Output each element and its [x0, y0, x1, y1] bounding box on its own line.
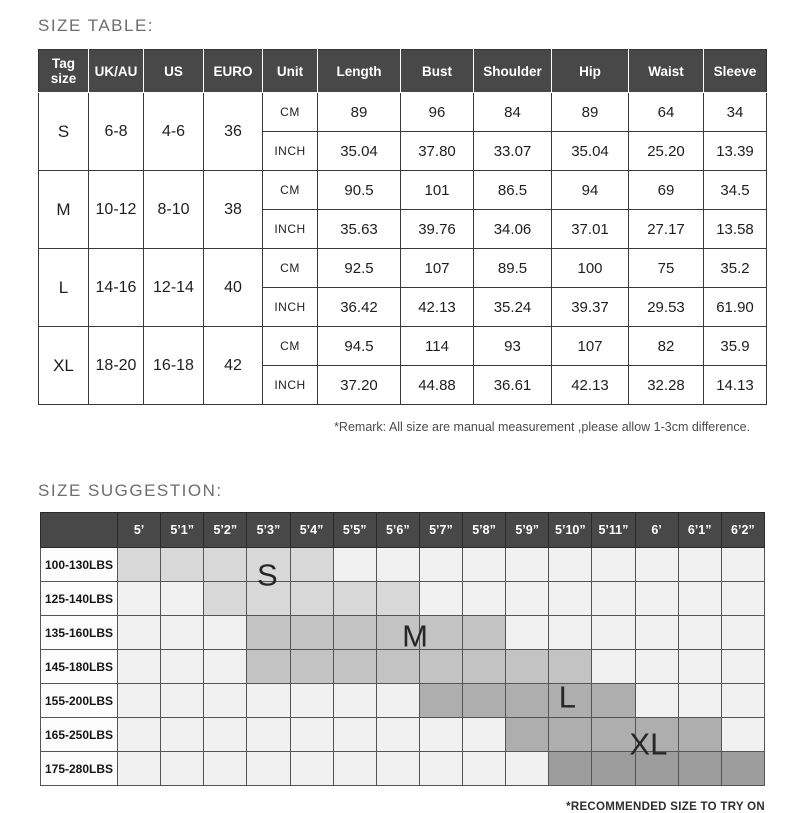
grid-cell-l — [592, 684, 635, 718]
grid-cell — [247, 718, 290, 752]
tag-size-cell: XL — [39, 327, 89, 405]
measurement-inch-cell: 61.90 — [704, 288, 767, 327]
grid-cell — [721, 616, 764, 650]
grid-cell-s — [118, 548, 161, 582]
ukau-cell: 10-12 — [89, 171, 144, 249]
measurement-cm-cell: 89.5 — [474, 249, 552, 288]
column-header: Waist — [629, 50, 704, 93]
height-header-cell: 5’6” — [376, 513, 419, 548]
height-header-cell: 5’2” — [204, 513, 247, 548]
grid-cell-m — [419, 650, 462, 684]
height-header-row — [41, 513, 765, 548]
grid-cell-s — [290, 582, 333, 616]
unit-cell: CM — [263, 249, 318, 288]
grid-cell — [333, 718, 376, 752]
measurement-inch-cell: 29.53 — [629, 288, 704, 327]
size-row-cm — [39, 327, 767, 366]
us-cell: 12-14 — [144, 249, 204, 327]
grid-cell — [419, 718, 462, 752]
measurement-cm-cell: 92.5 — [318, 249, 401, 288]
grid-cell — [247, 684, 290, 718]
size-letter-xl: XL — [629, 726, 668, 762]
measurement-cm-cell: 69 — [629, 171, 704, 210]
grid-cell-l — [463, 684, 506, 718]
weight-label-cell: 135-160LBS — [41, 616, 118, 650]
unit-cell: INCH — [263, 132, 318, 171]
grid-cell — [463, 582, 506, 616]
height-header-cell: 5’ — [118, 513, 161, 548]
measurement-inch-cell: 35.63 — [318, 210, 401, 249]
grid-cell — [333, 684, 376, 718]
grid-cell — [333, 548, 376, 582]
corner-cell — [41, 513, 118, 548]
grid-cell — [549, 616, 592, 650]
grid-cell — [592, 616, 635, 650]
grid-cell — [376, 548, 419, 582]
weight-row — [41, 548, 765, 582]
grid-cell — [204, 684, 247, 718]
grid-cell-m — [549, 650, 592, 684]
measurement-inch-cell: 42.13 — [401, 288, 474, 327]
weight-label-cell: 145-180LBS — [41, 650, 118, 684]
measurement-inch-cell: 42.13 — [552, 366, 629, 405]
recommended-note: *RECOMMENDED SIZE TO TRY ON — [566, 801, 765, 813]
grid-cell — [118, 752, 161, 786]
measurement-cm-cell: 64 — [629, 93, 704, 132]
grid-cell — [161, 752, 204, 786]
unit-cell: CM — [263, 93, 318, 132]
measurement-inch-cell: 39.37 — [552, 288, 629, 327]
grid-cell-xl — [721, 752, 764, 786]
grid-cell-s — [161, 548, 204, 582]
grid-cell — [678, 616, 721, 650]
size-row-cm — [39, 249, 767, 288]
euro-cell: 36 — [204, 93, 263, 171]
measurement-remark: *Remark: All size are manual measurement ,please allow 1-3cm difference. — [334, 420, 750, 434]
measurement-inch-cell: 25.20 — [629, 132, 704, 171]
grid-cell — [549, 548, 592, 582]
measurement-cm-cell: 89 — [318, 93, 401, 132]
grid-cell — [635, 616, 678, 650]
column-header: Tag size — [39, 50, 89, 93]
ukau-cell: 18-20 — [89, 327, 144, 405]
grid-cell — [549, 582, 592, 616]
weight-label-cell: 165-250LBS — [41, 718, 118, 752]
measurement-cm-cell: 114 — [401, 327, 474, 366]
weight-label-cell: 100-130LBS — [41, 548, 118, 582]
grid-cell-l — [506, 718, 549, 752]
size-suggestion-title: SIZE SUGGESTION: — [38, 481, 223, 500]
measurement-inch-cell: 35.04 — [318, 132, 401, 171]
height-header-cell: 5’10” — [549, 513, 592, 548]
grid-cell-s — [376, 582, 419, 616]
grid-cell — [506, 616, 549, 650]
grid-cell — [290, 752, 333, 786]
grid-cell — [247, 752, 290, 786]
grid-cell — [204, 616, 247, 650]
column-header: Length — [318, 50, 401, 93]
suggestion-header — [41, 513, 765, 548]
ukau-cell: 6-8 — [89, 93, 144, 171]
height-header-cell: 5’11” — [592, 513, 635, 548]
measurement-cm-cell: 34.5 — [704, 171, 767, 210]
measurement-cm-cell: 107 — [552, 327, 629, 366]
grid-cell-m — [333, 650, 376, 684]
column-header: US — [144, 50, 204, 93]
measurement-cm-cell: 94.5 — [318, 327, 401, 366]
height-header-cell: 6’1” — [678, 513, 721, 548]
measurement-cm-cell: 96 — [401, 93, 474, 132]
measurement-cm-cell: 94 — [552, 171, 629, 210]
column-header: UK/AU — [89, 50, 144, 93]
tag-size-cell: S — [39, 93, 89, 171]
column-header: Sleeve — [704, 50, 767, 93]
measurement-inch-cell: 13.58 — [704, 210, 767, 249]
weight-label-cell: 125-140LBS — [41, 582, 118, 616]
grid-cell — [419, 582, 462, 616]
grid-cell — [678, 548, 721, 582]
grid-cell — [419, 548, 462, 582]
grid-cell-m — [290, 650, 333, 684]
measurement-inch-cell: 33.07 — [474, 132, 552, 171]
grid-cell — [721, 718, 764, 752]
measurement-inch-cell: 37.20 — [318, 366, 401, 405]
grid-cell-xl — [678, 752, 721, 786]
measurement-cm-cell: 86.5 — [474, 171, 552, 210]
weight-row — [41, 582, 765, 616]
grid-cell — [204, 718, 247, 752]
grid-cell — [204, 752, 247, 786]
euro-cell: 40 — [204, 249, 263, 327]
weight-label-cell: 155-200LBS — [41, 684, 118, 718]
grid-cell — [290, 684, 333, 718]
height-header-cell: 5’9” — [506, 513, 549, 548]
euro-cell: 42 — [204, 327, 263, 405]
grid-cell — [506, 582, 549, 616]
grid-cell — [721, 582, 764, 616]
grid-cell-s — [204, 548, 247, 582]
size-letter-s: S — [256, 557, 278, 593]
grid-cell — [678, 684, 721, 718]
measurement-cm-cell: 35.9 — [704, 327, 767, 366]
grid-cell — [678, 582, 721, 616]
grid-cell — [592, 548, 635, 582]
grid-cell-s — [333, 582, 376, 616]
measurement-inch-cell: 36.61 — [474, 366, 552, 405]
measurement-cm-cell: 34 — [704, 93, 767, 132]
grid-cell — [118, 650, 161, 684]
height-header-cell: 5’7” — [419, 513, 462, 548]
measurement-cm-cell: 90.5 — [318, 171, 401, 210]
grid-cell-m — [463, 650, 506, 684]
grid-cell-m — [247, 616, 290, 650]
measurement-inch-cell: 37.80 — [401, 132, 474, 171]
measurement-inch-cell: 39.76 — [401, 210, 474, 249]
grid-cell-m — [506, 650, 549, 684]
size-table-title: SIZE TABLE: — [38, 16, 155, 35]
us-cell: 16-18 — [144, 327, 204, 405]
height-header-cell: 6’2” — [721, 513, 764, 548]
column-header: Shoulder — [474, 50, 552, 93]
grid-cell — [635, 582, 678, 616]
measurement-cm-cell: 100 — [552, 249, 629, 288]
size-row-cm — [39, 93, 767, 132]
grid-cell — [118, 582, 161, 616]
grid-cell-m — [247, 650, 290, 684]
grid-cell — [376, 684, 419, 718]
grid-cell-m — [376, 650, 419, 684]
measurement-inch-cell: 37.01 — [552, 210, 629, 249]
unit-cell: INCH — [263, 288, 318, 327]
grid-cell-l — [549, 718, 592, 752]
measurement-inch-cell: 35.04 — [552, 132, 629, 171]
column-header: Unit — [263, 50, 318, 93]
grid-cell-s — [204, 582, 247, 616]
height-header-cell: 6’ — [635, 513, 678, 548]
grid-cell — [333, 752, 376, 786]
size-letter-l: L — [558, 679, 576, 715]
unit-cell: CM — [263, 327, 318, 366]
tag-size-cell: L — [39, 249, 89, 327]
grid-cell — [463, 718, 506, 752]
measurement-cm-cell: 75 — [629, 249, 704, 288]
grid-cell-l — [506, 684, 549, 718]
header-row — [39, 50, 767, 93]
size-table — [38, 49, 767, 405]
measurement-inch-cell: 14.13 — [704, 366, 767, 405]
grid-cell — [506, 752, 549, 786]
grid-cell — [161, 650, 204, 684]
measurement-cm-cell: 84 — [474, 93, 552, 132]
grid-cell — [635, 684, 678, 718]
grid-cell-xl — [549, 752, 592, 786]
measurement-cm-cell: 35.2 — [704, 249, 767, 288]
grid-cell — [118, 616, 161, 650]
grid-cell-l — [419, 684, 462, 718]
grid-cell — [161, 684, 204, 718]
size-table-header — [39, 50, 767, 93]
height-header-cell: 5’3” — [247, 513, 290, 548]
weight-row — [41, 684, 765, 718]
euro-cell: 38 — [204, 171, 263, 249]
height-header-cell: 5’4” — [290, 513, 333, 548]
unit-cell: INCH — [263, 366, 318, 405]
measurement-inch-cell: 44.88 — [401, 366, 474, 405]
size-suggestion-chart — [40, 512, 765, 786]
measurement-cm-cell: 93 — [474, 327, 552, 366]
height-header-cell: 5’1” — [161, 513, 204, 548]
grid-cell — [463, 548, 506, 582]
measurement-inch-cell: 35.24 — [474, 288, 552, 327]
measurement-inch-cell: 32.28 — [629, 366, 704, 405]
grid-cell-m — [290, 616, 333, 650]
measurement-cm-cell: 101 — [401, 171, 474, 210]
grid-cell — [161, 718, 204, 752]
weight-row — [41, 650, 765, 684]
column-header: EURO — [204, 50, 263, 93]
grid-cell — [376, 752, 419, 786]
grid-cell — [721, 650, 764, 684]
grid-cell — [118, 718, 161, 752]
column-header: Hip — [552, 50, 629, 93]
grid-cell — [419, 752, 462, 786]
grid-cell — [721, 548, 764, 582]
grid-cell-m — [333, 616, 376, 650]
grid-cell — [161, 616, 204, 650]
grid-cell — [635, 548, 678, 582]
size-letter-m: M — [402, 618, 428, 654]
measurement-inch-cell: 13.39 — [704, 132, 767, 171]
size-row-cm — [39, 171, 767, 210]
grid-cell — [592, 650, 635, 684]
grid-cell — [161, 582, 204, 616]
grid-cell-s — [290, 548, 333, 582]
us-cell: 4-6 — [144, 93, 204, 171]
ukau-cell: 14-16 — [89, 249, 144, 327]
tag-size-cell: M — [39, 171, 89, 249]
measurement-inch-cell: 36.42 — [318, 288, 401, 327]
unit-cell: CM — [263, 171, 318, 210]
grid-cell — [204, 650, 247, 684]
measurement-cm-cell: 82 — [629, 327, 704, 366]
grid-cell-l — [678, 718, 721, 752]
measurement-inch-cell: 34.06 — [474, 210, 552, 249]
measurement-inch-cell: 27.17 — [629, 210, 704, 249]
grid-cell — [463, 752, 506, 786]
us-cell: 8-10 — [144, 171, 204, 249]
unit-cell: INCH — [263, 210, 318, 249]
weight-label-cell: 175-280LBS — [41, 752, 118, 786]
grid-cell — [376, 718, 419, 752]
measurement-cm-cell: 107 — [401, 249, 474, 288]
grid-cell — [118, 684, 161, 718]
size-table-body — [39, 93, 767, 405]
grid-cell — [592, 582, 635, 616]
grid-cell — [635, 650, 678, 684]
grid-cell — [678, 650, 721, 684]
grid-cell — [721, 684, 764, 718]
grid-cell — [290, 718, 333, 752]
measurement-cm-cell: 89 — [552, 93, 629, 132]
height-header-cell: 5’8” — [463, 513, 506, 548]
height-header-cell: 5’5” — [333, 513, 376, 548]
grid-cell-m — [463, 616, 506, 650]
column-header: Bust — [401, 50, 474, 93]
grid-cell — [506, 548, 549, 582]
